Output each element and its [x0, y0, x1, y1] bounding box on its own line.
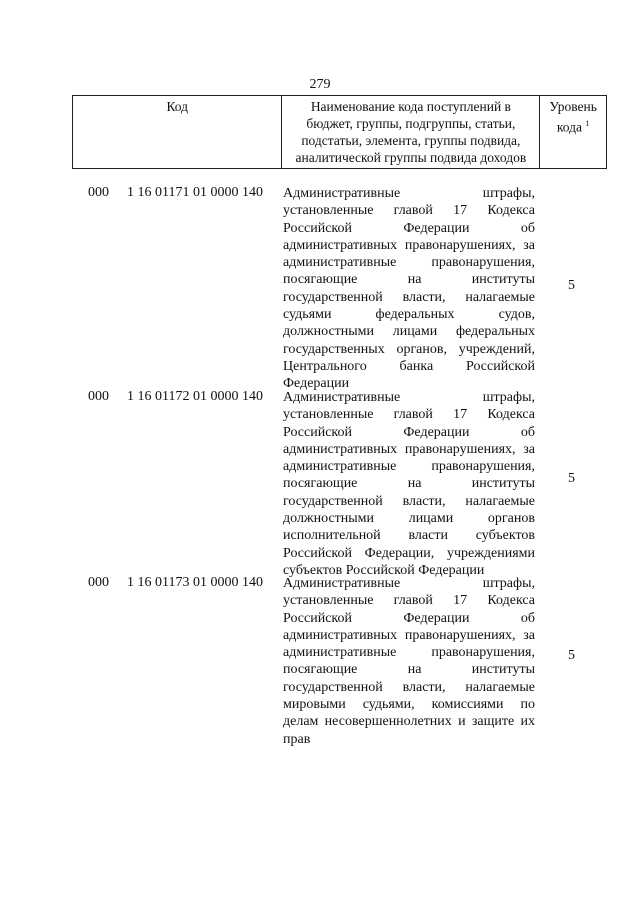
row-description-line: Российской Федерации, учреждениями	[283, 545, 535, 561]
row-description-line: Российской Федерации об	[283, 610, 535, 626]
page-number: 279	[309, 77, 331, 92]
row-description-line: Центрального банка Российской	[283, 358, 535, 374]
row-admin-code: 000	[88, 575, 109, 590]
row-income-code: 1 16 01172 01 0000 140	[127, 389, 263, 404]
row-description-line: посягающие на институты	[283, 662, 535, 678]
row-description-line: административных правонарушениях, за	[283, 441, 535, 457]
header-name-line: бюджет, группы, подгруппы, статьи,	[306, 116, 516, 131]
row-description-line: установленные главой 17 Кодекса	[283, 203, 535, 219]
row-income-code: 1 16 01171 01 0000 140	[127, 185, 263, 200]
header-level	[540, 96, 607, 169]
row-description-line: Российской Федерации об	[283, 424, 535, 440]
row-description-line: делам несовершеннолетних и защите их	[283, 714, 535, 730]
row-description-line: посягающие на институты	[283, 476, 535, 492]
header-name-line: аналитической группы подвида доходов	[295, 150, 527, 165]
header-level-line1: Уровень	[549, 99, 597, 114]
row-description-line: прав	[283, 731, 311, 747]
header-level-line2	[543, 115, 603, 136]
table-header	[72, 95, 607, 169]
row-description-line: административные правонарушения,	[283, 459, 535, 475]
row-description-line: государственной власти, налагаемые	[283, 493, 535, 509]
footnote-marker: 1	[585, 119, 590, 128]
row-description-line: административные правонарушения,	[283, 255, 535, 271]
header-name-line: Наименование кода поступлений в	[310, 99, 511, 114]
row-admin-code: 000	[88, 389, 109, 404]
row-description-line: посягающие на институты	[283, 272, 535, 288]
row-description	[283, 185, 535, 393]
row-income-code: 1 16 01173 01 0000 140	[127, 575, 263, 590]
row-level: 5	[568, 278, 575, 293]
row-description-line: административные правонарушения,	[283, 645, 535, 661]
header-level-text: кода	[556, 119, 583, 135]
row-description	[283, 575, 535, 748]
row-description-line: Административные штрафы,	[283, 576, 535, 591]
row-description-line: административных правонарушениях, за	[283, 237, 535, 253]
row-description-line: судьями федеральных судов,	[283, 307, 535, 323]
row-description-line: Федерации	[283, 376, 350, 392]
row-description-line: административных правонарушениях, за	[283, 627, 535, 643]
row-description-line: государственных органов, учреждений,	[283, 341, 535, 357]
header-code: Код	[73, 96, 282, 169]
row-admin-code: 000	[88, 185, 109, 200]
row-description-line: Административные штрафы,	[283, 186, 535, 201]
row-description-line: субъектов Российской Федерации	[283, 562, 485, 578]
row-description-line: государственной власти, налагаемые	[283, 289, 535, 305]
row-description-line: установленные главой 17 Кодекса	[283, 407, 535, 423]
row-description-line: должностными лицами федеральных	[283, 324, 535, 340]
header-name	[282, 96, 540, 169]
row-description	[283, 389, 535, 579]
header-name-line: подстатьи, элемента, группы подвида,	[301, 133, 521, 148]
row-description-line: установленные главой 17 Кодекса	[283, 593, 535, 609]
row-description-line: государственной власти, налагаемые	[283, 679, 535, 695]
row-description-line: Российской Федерации об	[283, 220, 535, 236]
row-description-line: исполнительной власти субъектов	[283, 528, 535, 544]
row-level: 5	[568, 648, 575, 663]
row-description-line: должностными лицами органов	[283, 511, 535, 527]
row-description-line: Административные штрафы,	[283, 390, 535, 405]
row-description-line: мировыми судьями, комиссиями по	[283, 697, 535, 713]
row-level: 5	[568, 471, 575, 486]
